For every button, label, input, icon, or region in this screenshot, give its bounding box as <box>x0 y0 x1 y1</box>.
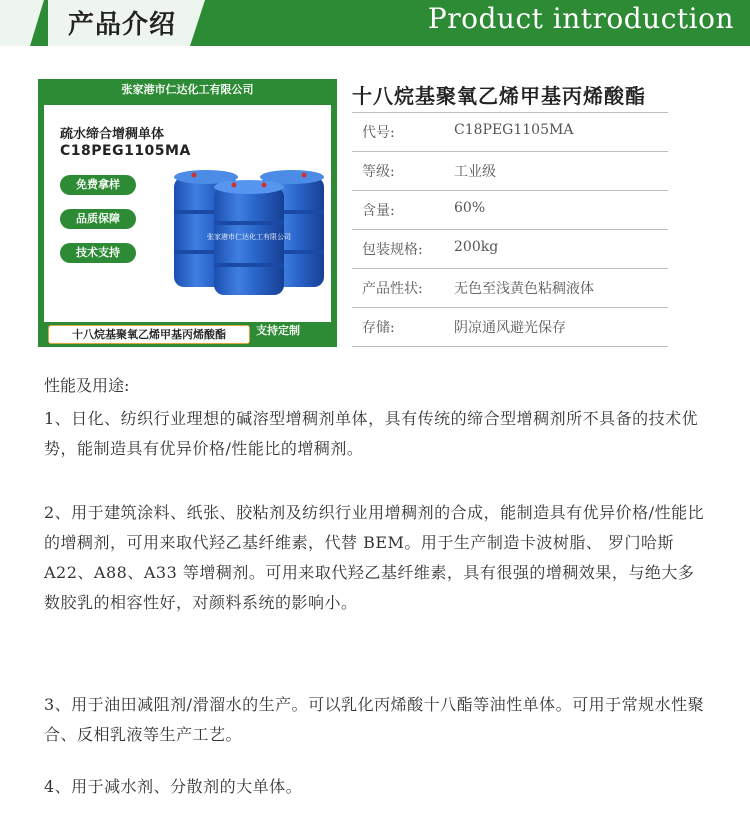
badge-quality: 品质保障 <box>60 209 136 229</box>
product-code: C18PEG1105MA <box>60 143 191 159</box>
product-image-card <box>38 79 337 347</box>
section-title-cn: 产品介绍 <box>68 10 177 40</box>
spec-label: 代号: <box>362 125 395 141</box>
spec-row <box>352 112 668 152</box>
company-name: 张家港市仁达化工有限公司 <box>121 83 254 96</box>
usage-paragraph-2: 2、用于建筑涂料、纸张、胶粘剂及纺织行业用增稠剂的合成，能制造具有优异价格/性能比的增稠剂，可用来取代羟乙基纤维素，代替 BEM。用于生产制造卡波树脂、 罗门哈斯 A22、A88、A33 等增稠剂。可用来取代羟乙基纤维素，具有很强的增稠效果，与绝大多数胶乳的相容性好，对颜料系统的影响小。 <box>44 503 705 612</box>
usage-paragraph-3: 3、用于油田减阻剂/滑溜水的生产。可以乳化丙烯酸十八酯等油性单体。可用于常规水性聚合、反相乳液等生产工艺。 <box>44 695 705 744</box>
spec-row <box>352 308 668 347</box>
section-title-en: Product introduction <box>427 2 734 35</box>
spec-value: C18PEG1105MA <box>454 122 574 138</box>
usage-paragraph-4: 4、用于减水剂、分散剂的大单体。 <box>44 777 303 796</box>
badge-free-sample: 免费拿样 <box>60 175 136 195</box>
usage-title: 性能及用途: <box>44 376 130 395</box>
spec-row <box>352 269 668 308</box>
spec-value: 无色至浅黄色粘稠液体 <box>454 281 594 297</box>
product-name-label: 十八烷基聚氧乙烯甲基丙烯酸酯 <box>48 325 250 344</box>
spec-row <box>352 191 668 230</box>
badge-tech-support: 技术支持 <box>60 243 136 263</box>
spec-row <box>352 152 668 191</box>
spec-label: 含量: <box>362 203 395 219</box>
spec-value: 阴凉通风避光保存 <box>454 320 566 336</box>
product-image-panel <box>44 105 331 322</box>
spec-label: 产品性状: <box>362 281 423 297</box>
spec-value: 60% <box>454 200 486 216</box>
factory-direct: 工厂直销 <box>256 304 300 317</box>
custom-support: 支持定制 <box>256 324 300 337</box>
spec-table <box>352 112 668 347</box>
spec-row <box>352 230 668 269</box>
spec-label: 等级: <box>362 164 395 180</box>
product-title: 十八烷基聚氧乙烯甲基丙烯酸酯 <box>352 84 646 108</box>
spec-value: 200kg <box>454 239 499 255</box>
product-type: 疏水缔合增稠单体 <box>60 127 165 142</box>
spec-value: 工业级 <box>454 164 496 180</box>
spec-label: 存储: <box>362 320 395 336</box>
drum-label: 张家港市仁达化工有限公司 <box>207 233 291 241</box>
blue-drums-image <box>164 155 331 295</box>
spec-label: 包装规格: <box>362 242 423 258</box>
usage-paragraph-1: 1、日化、纺织行业理想的碱溶型增稠剂单体，具有传统的缔合型增稠剂所不具备的技术优势，能制造具有优异价格/性能比的增稠剂。 <box>44 409 699 458</box>
